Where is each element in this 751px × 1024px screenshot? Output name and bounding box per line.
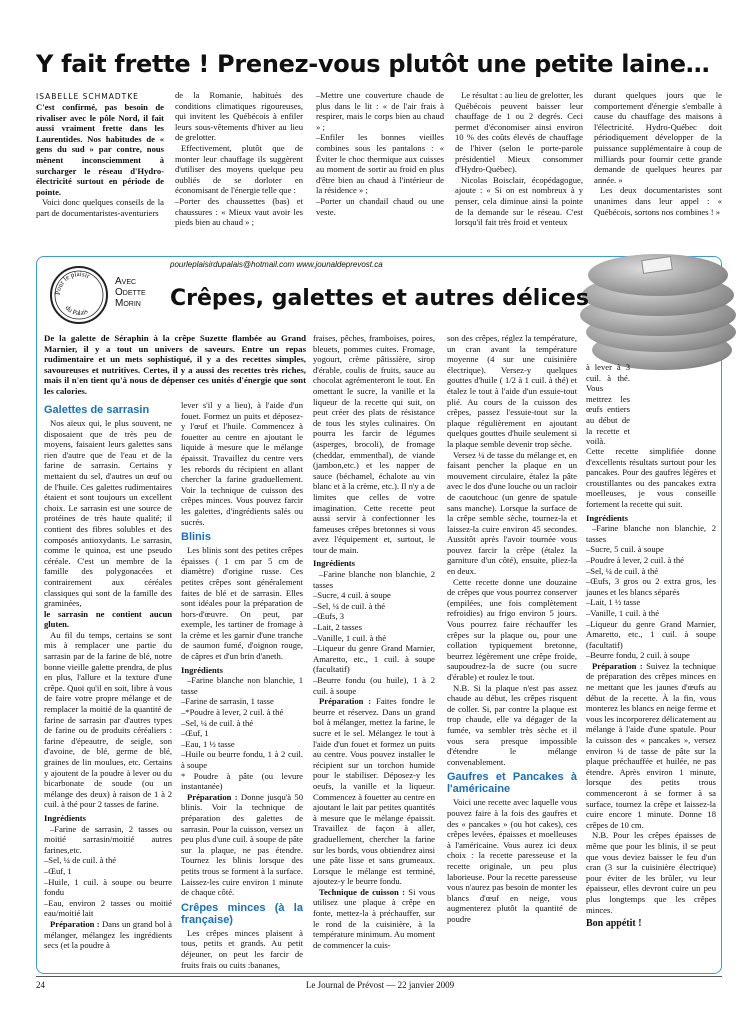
bon-appetit: Bon appétit ! [586, 918, 642, 930]
article-paragraph: Effectivement, plutôt que de monter leur chauffage ils suggèrent d'utiliser des moyens quelque peu oubliés de se dorloter en économisant de l'énergie telle que : [175, 142, 303, 196]
recipe-paragraph: à lever à 3 cuil. à thé. Vous mettrez les œufs entiers au début de la recette et voilà. [586, 362, 630, 447]
recipe-paragraph: Voici une recette avec laquelle vous pouvez faire à la fois des gaufres et des « pancakes » (ou hot cakes), ces crêpes levées, épaisses et moelleuses à l'américaine. Vous aurez ici deux choix : la recette paresseuse et la recette originale, un peu plus laborieuse. Pour la recette paresseuse vous n'aurez pas besoin de monter les blancs d'œuf en neige, vous augmenterez plutôt la quantité de poudre [447, 797, 577, 924]
galettes-ingredients: –Farine de sarrasin, 2 tasses ou moitié sarrasin/moitié autres farines,etc. –Sel, ¼ de cuil. à thé –Œuf, 1 –Huile, 1 cuil. à soupe ou beurre fondu –Eau, environ 2 tasses ou moitié eau/moitié lait [44, 823, 172, 919]
article-paragraph: Nicolas Boisclair, écopédagogue, ajoute : « Si on est nombreux à y penser, cela diminue ainsi la pointe de la demande sur le réseau. C'est lorsqu'il fait très froid et venteux [455, 174, 583, 228]
article-col-1 [36, 102, 164, 219]
article-col-5 [594, 90, 722, 217]
preparation-label: Préparation : [187, 791, 238, 802]
ingredients-label: Ingrédients [586, 512, 629, 523]
recipe-paragraph: N.B. Si la plaque n'est pas assez chaude au début, les crêpes risquent de coller. Si, par contre la plaque est trop chaude, elle va dégager de la fumée, va sembler très sèche et il vous sera presque impossible d'étendre le mélange convenablement. [447, 682, 577, 767]
recipe-paragraph: Nos aïeux qui, le plus souvent, ne disposaient que de très peu de moyens, faisaient leurs galettes sans rien d'autre que de l'eau et de la farine de sarrasin. Certains y mettaient du sel, d'autres un œuf ou de l'huile. Ces galettes rudimentaires étaient et sont toujours un excellent choix. Le sarrasin est une source de protéines de très haute qualité; il contient des fibres solubles et des composés antioxydants. Le sarrasin, comme le quinoa, est une pseudo céréale. C'est un membre de la famille des polygonacées et contrairement aux céréales classiques qui sont de la famille des graminées, [44, 418, 172, 609]
pancakes-ingredients: –Farine blanche non blanchie, 2 tasses –Sucre, 5 cuil. à soupe –Poudre à lever, 2 cuil. à thé –Sel, ¼ de cuil. à thé –Œufs, 3 gros ou 2 extra gros, les jaunes et les blancs séparés –Lait, 1 ½ tasse –Vanille, 1 cuil. à thé –Liqueur du genre Grand Marnier, Amaretto, etc., 1 cuil. à soupe (facultatif) –Beurre fondu, 2 cuil. à soupe [586, 523, 716, 661]
blinis-title: Blinis [181, 531, 211, 544]
svg-text:du Palais: du Palais [63, 304, 90, 318]
recipe-paragraph: Au fil du temps, certains se sont mis à remplacer une partie du sarrasin par de la farine de blé, notre bonne vieille galette prendra, de plus en plus, l'allure et la texture d'une crêpe. Quoi qu'il en soit, libre à vous de faire votre propre mélange et de remplacer la moitié de la quantité de farine de sarrasin par d'autres types de farine ou de produits céréaliers : farine d'épeautre, de seigle, son d'avoine, de blé, germe de blé, graines de lin moulues, etc. Certains y ajoutent de la poudre à lever ou du bicarbonate de soude (ou un mélange des deux) à raison de 1 à 2 cuil. à thé pour 2 tasses de farine. [44, 629, 172, 810]
preparation-label: Préparation : [50, 918, 100, 929]
blinis-preparation: Donne jusqu'à 50 blinis. Voir la technique de préparation des galettes de sarrasin. Pour la cuisson, versez un peu plus d'une cuil. à soupe de pâte sur la plaque, ne pas étendre. Tournez les blinis lorsque des petits trous se forment à la surface. Laissez-les cuire environ 1 minute de chaque côté. [181, 791, 304, 898]
preparation-label: Préparation : [319, 696, 372, 707]
recipe-col-5 [586, 446, 716, 930]
recipe-paragraph: Cette recette simplifiée donne d'excellents résultats surtout pour les pancakes. Pour des gaufres légères et croustillantes ou des pancakes extra moelleuses, je vous conseille fortement la recette qui suit. [586, 446, 716, 509]
article-paragraph: de la Romanie, habitués des conditions climatiques rigoureuses, qui invitent les Québécois à enfiler leurs sous-vêtements d'hiver au lieu de grelotter. [175, 90, 303, 143]
recipe-col-4 [447, 333, 577, 924]
recipe-contact: pourleplaisirdupalais@hotmail.com www.jounaldeprevost.ca [170, 260, 383, 269]
ingredients-label: Ingrédients [44, 812, 87, 823]
byline-last-name: Morin [115, 298, 141, 309]
pancake-stack-image [572, 232, 742, 382]
pour-le-plaisir-du-palais-logo [50, 266, 108, 324]
crepes-ingredients: –Farine blanche non blanchie, 2 tasses –Sucre, 4 cuil. à soupe –Sel, ¼ de cuil. à thé –Œufs, 3 –Lait, 2 tasses –Vanille, 1 cuil. à thé –Liqueur du genre Grand Marnier, Amaretto, etc., 1 cuil. à soupe (facultatif) –Beurre fondu (ou huile), 1 à 2 cuil. à soupe [313, 569, 435, 696]
article-paragraph: Le résultat : au lieu de grelotter, les Québécois peuvent baisser leur chauffage de 1 ou 2 degrés. Ceci permet d'économiser ainsi environ 10 % des coûts élevés de chauffage de l'hiver (selon le porte-parole présidentiel Mieux consommer d'Hydro-Québec). [455, 90, 583, 175]
headline: Y fait frette ! Prenez-vous plutôt une petite laine… [36, 50, 710, 78]
article-paragraph: –Mettre une couverture chaude de plus dans le lit : « de l'air frais à respirer, mais le corps bien au chaud » ; [316, 90, 444, 132]
article-paragraph: –Porter un chandail chaud ou une veste. [316, 195, 444, 217]
publication-info: Le Journal de Prévost — 22 janvier 2009 [305, 980, 455, 990]
recipe-paragraph: Versez ¼ de tasse du mélange et, en faisant pencher la plaque en un mouvement circulaire, étalez la pâte avec le dos d'une louche ou un racloir de caoutchouc (un genre de spatule sans manche). Lorsque la surface de la crêpe semble sèche, tournez-la et laissez-la cuire environ 45 secondes. Aussitôt après l'avoir tournée vous pouvez farcir la crêpe (étalez la garniture d'un côté), ensuite, pliez-la en deux. [447, 449, 577, 577]
recipe-col-3 [313, 333, 435, 950]
recipe-byline [115, 276, 146, 309]
byline-avec: Avec [115, 276, 137, 287]
blinis-ingredients: –Farine blanche non blanchie, 1 tasse –Farine de sarrasin, 1 tasse –*Poudre à lever, 2 cuil. à thé –Sel, ¼ de cuil. à thé –Œuf, 1 –Eau, 1 ½ tasse –Huile ou beurre fondu, 1 à 2 cuil. à soupe * Poudre à pâte (ou levure instantanée) [181, 675, 303, 792]
article-lead: C'est confirmé, pas besoin de rivaliser avec le pôle Nord, il fait aussi vraiment frette dans les Laurentides. Nos habitudes de « gens du sud » par contre, nous mènent inconsciemment à surcharger le réseau d'Hydro-électricité surtout en période de pointe. [36, 102, 164, 197]
ingredients-label: Ingrédients [313, 558, 356, 569]
article-col-2 [175, 90, 303, 228]
article-paragraph: Voici donc quelques conseils de la part de documentaristes-aventuriers [36, 197, 164, 218]
cuisson-label: Technique de cuisson : [319, 886, 405, 897]
article-paragraph: –Enfiler les bonnes vieilles combines sous les pantalons : « Éviter le choc thermique aux cuisses au moment de sortir au froid en plus d'être bien au chaud à l'intérieur de la résidence » ; [316, 132, 444, 196]
article-col-4 [455, 90, 583, 228]
article-paragraph: –Porter des chaussettes (bas) et chaussures : « Mieux vaut avoir les pieds bien au chaud » ; [175, 195, 303, 228]
recipe-col-5-narrow [586, 362, 630, 447]
footer-rule [36, 976, 722, 977]
article-paragraph: durant quelques jours que le comportement d'énergie s'emballe à cause du chauffage des maisons à l'électricité. Hydro-Québec doit périodiquement développer de la puissance supplémentaire à coup de milliards pour fournir cette grande demande de quelques heures par année. » [594, 90, 722, 185]
recipe-gluten-note: le sarrasin ne contient aucun gluten. [44, 608, 172, 630]
pancakes-preparation: Suivez la technique de préparation des crêpes minces en ne mettant que les jaunes d'œufs au début de la recette. À la fin, vous monterez les blancs en neige ferme et vous les incorporerez délicatement au mélange à l'aide d'une spatule. Pour la cuisson des « pancakes », versez environ ¼ de tasse de pâte sur la plaque préchauffée et huilée, ne pas étendre. Après environ 1 minute, lorsque des petits trous commenceront à se former à sa surface, tournez la crêpe et laissez-la cuire encore 1 minute. Donne 18 crêpes de 10 cm. [586, 660, 716, 830]
preparation-label: Préparation : [592, 660, 643, 671]
svg-text:Pour le plaisir: Pour le plaisir [53, 269, 91, 296]
recipe-col-1 [44, 400, 172, 951]
recipe-intro: De la galette de Séraphin à la crêpe Suzette flambée au Grand Marnier, il y a tout un univers de saveurs. Entre un repas rudimentaire et un mets sophistiqué, il y a des recettes simples, savoureuses et nutritives. Certes, il y a aussi des recettes très riches, mais il n'en tient qu'à nous de dépenser ces unités d'énergie que sont les calories. [44, 333, 306, 396]
author-name: ISABELLE SCHMADTKE [36, 92, 139, 101]
byline-first-name: Odette [115, 287, 146, 298]
article-paragraph: Les deux documentaristes sont unanimes dans leur appel : « Québécois, sortons nos combines ! » [594, 185, 722, 217]
recipe-paragraph: Cette recette donne une douzaine de crêpes que vous pourrez conserver (empilées, une fois complètement refroidies) au frigo environ 5 jours. Vous pourrez faire réchauffer les crêpes sur la plaque ou, pour une collation typiquement bretonne, beurrez légèrement une crêpe froide, saupoudrez-la de sucre (ou sucre d'érable) et roulez le tout. [447, 576, 577, 682]
galettes-preparation: Dans un grand bol à mélanger, mélangez les ingrédients secs (et la poudre à [44, 918, 172, 951]
crepes-preparation: Faites fondre le beurre et réservez. Dans un grand bol à mélanger, mettez la farine, le sucre et le sel. Mélangez le tout à l'aide d'un fouet et formez un puits au centre. Vous pouvez installer le récipient sur un torchon humide pour le stabiliser. Déposez-y les oeufs, la vanille et la liqueur. Commencez à fouetter au centre en ajoutant le lait par petites quantités à mesure que le mélange épaissit. Travaillez de façon à aller, graduellement, chercher la farine sur les bords, vous obtiendrez ainsi une pâte lisse et sans grumeaux. Lorsque le mélange est terminé, ajoutez-y le beurre fondu. [313, 696, 435, 887]
recipe-paragraph: son des crêpes, réglez la température, un cran avant la température moyenne (4 sur une cuisinière électrique). Versez-y quelques gouttes d'huile ( 1/2 à 1 cuil. à thé) et étalez le tout à l'aide d'un essuie-tout plié. Au cours de la cuisson des crêpes, passez l'essuie-tout sur la plaque régulièrement en ajoutant quelques gouttes d'huile seulement si la plaque semble devenir trop sèche. [447, 333, 577, 449]
americaine-title: Gaufres et Pancakes à l'américaine [447, 771, 577, 796]
recipe-paragraph: fraises, pêches, framboises, poires, bleuets, pommes cuites. Fromage, yogourt, crème pâtissière, sirop d'érable, coulis de fruits, sauce au chocolat agrémenteront le tout. En omettant le sucre, la vanille et la liqueur de la recette qui suit, on peut créer des plats de résistance de tous les styles culinaires. On pourra les farcir de légumes (asperges, brocoli), de fromage (cheddar, emmenthal), de viande (jambon,etc.) et les napper de sauce (béchamel, échalote au vin blanc et à la crème, etc.). Il n'y a de limites que celles de votre imagination. Cette recette peut aussi servir à confectionner les fameuses crêpes bretonnes si vous avez l'équipement et, surtout, le tour de main. [313, 333, 435, 555]
recipe-paragraph: N.B. Pour les crêpes épaisses de même que pour les blinis, il se peut que vous deviez baisser le feu d'un cran (3 sur la cuisinière électrique) pour éviter de les brûler, vu leur épaisseur, elles devront cuire un peu plus longtemps que les crêpes minces. [586, 830, 716, 915]
recipe-paragraph: Les blinis sont des petites crêpes épaisses ( 1 cm par 5 cm de diamètre) d'origine russe. Ces petites crêpes sont généralement faites de blé et de sarrasin. Elles sont idéales pour la préparation de hors-d'œuvre. On peut, par exemple, les tartiner de fromage à la crème et les garnir d'une tranche de saumon fumé, d'oignon rouge, de câpres et d'un brin d'aneth. [181, 545, 303, 662]
page-number: 24 [36, 980, 45, 990]
crepes-cuisson: Si vous utilisez une plaque à crêpe en fonte, mettez-la à préchauffer, sur le rond de la cuisinière, à la température minimum. Au moment de commencer la cuis- [313, 886, 435, 950]
recipe-title: Crêpes, galettes et autres délices [170, 286, 589, 311]
recipe-paragraph: Les crêpes minces plaisent à tous, petits et grands. Au petit déjeuner, on peut les farcir de fruits frais ou cuits :bananes, [181, 927, 303, 970]
crepes-minces-title: Crêpes minces (à la française) [181, 901, 303, 926]
recipe-col-2 [181, 400, 303, 970]
galettes-title: Galettes de sarrasin [44, 404, 150, 416]
recipe-paragraph: lever s'il y a lieu), à l'aide d'un fouet. Formez un puits et déposez-y l'œuf et l'huile. Commencez à fouetter au centre en ajoutant le liquide à mesure que le mélange épaissit. Travaillez du centre vers les rebords du récipient en allant chercher la farine graduellement. Voir la technique de cuisson des crêpes minces. Vous pouvez farcir les galettes, d'ingrédients salés ou sucrés. [181, 400, 303, 527]
ingredients-label: Ingrédients [181, 664, 224, 675]
article-col-3 [316, 90, 444, 217]
